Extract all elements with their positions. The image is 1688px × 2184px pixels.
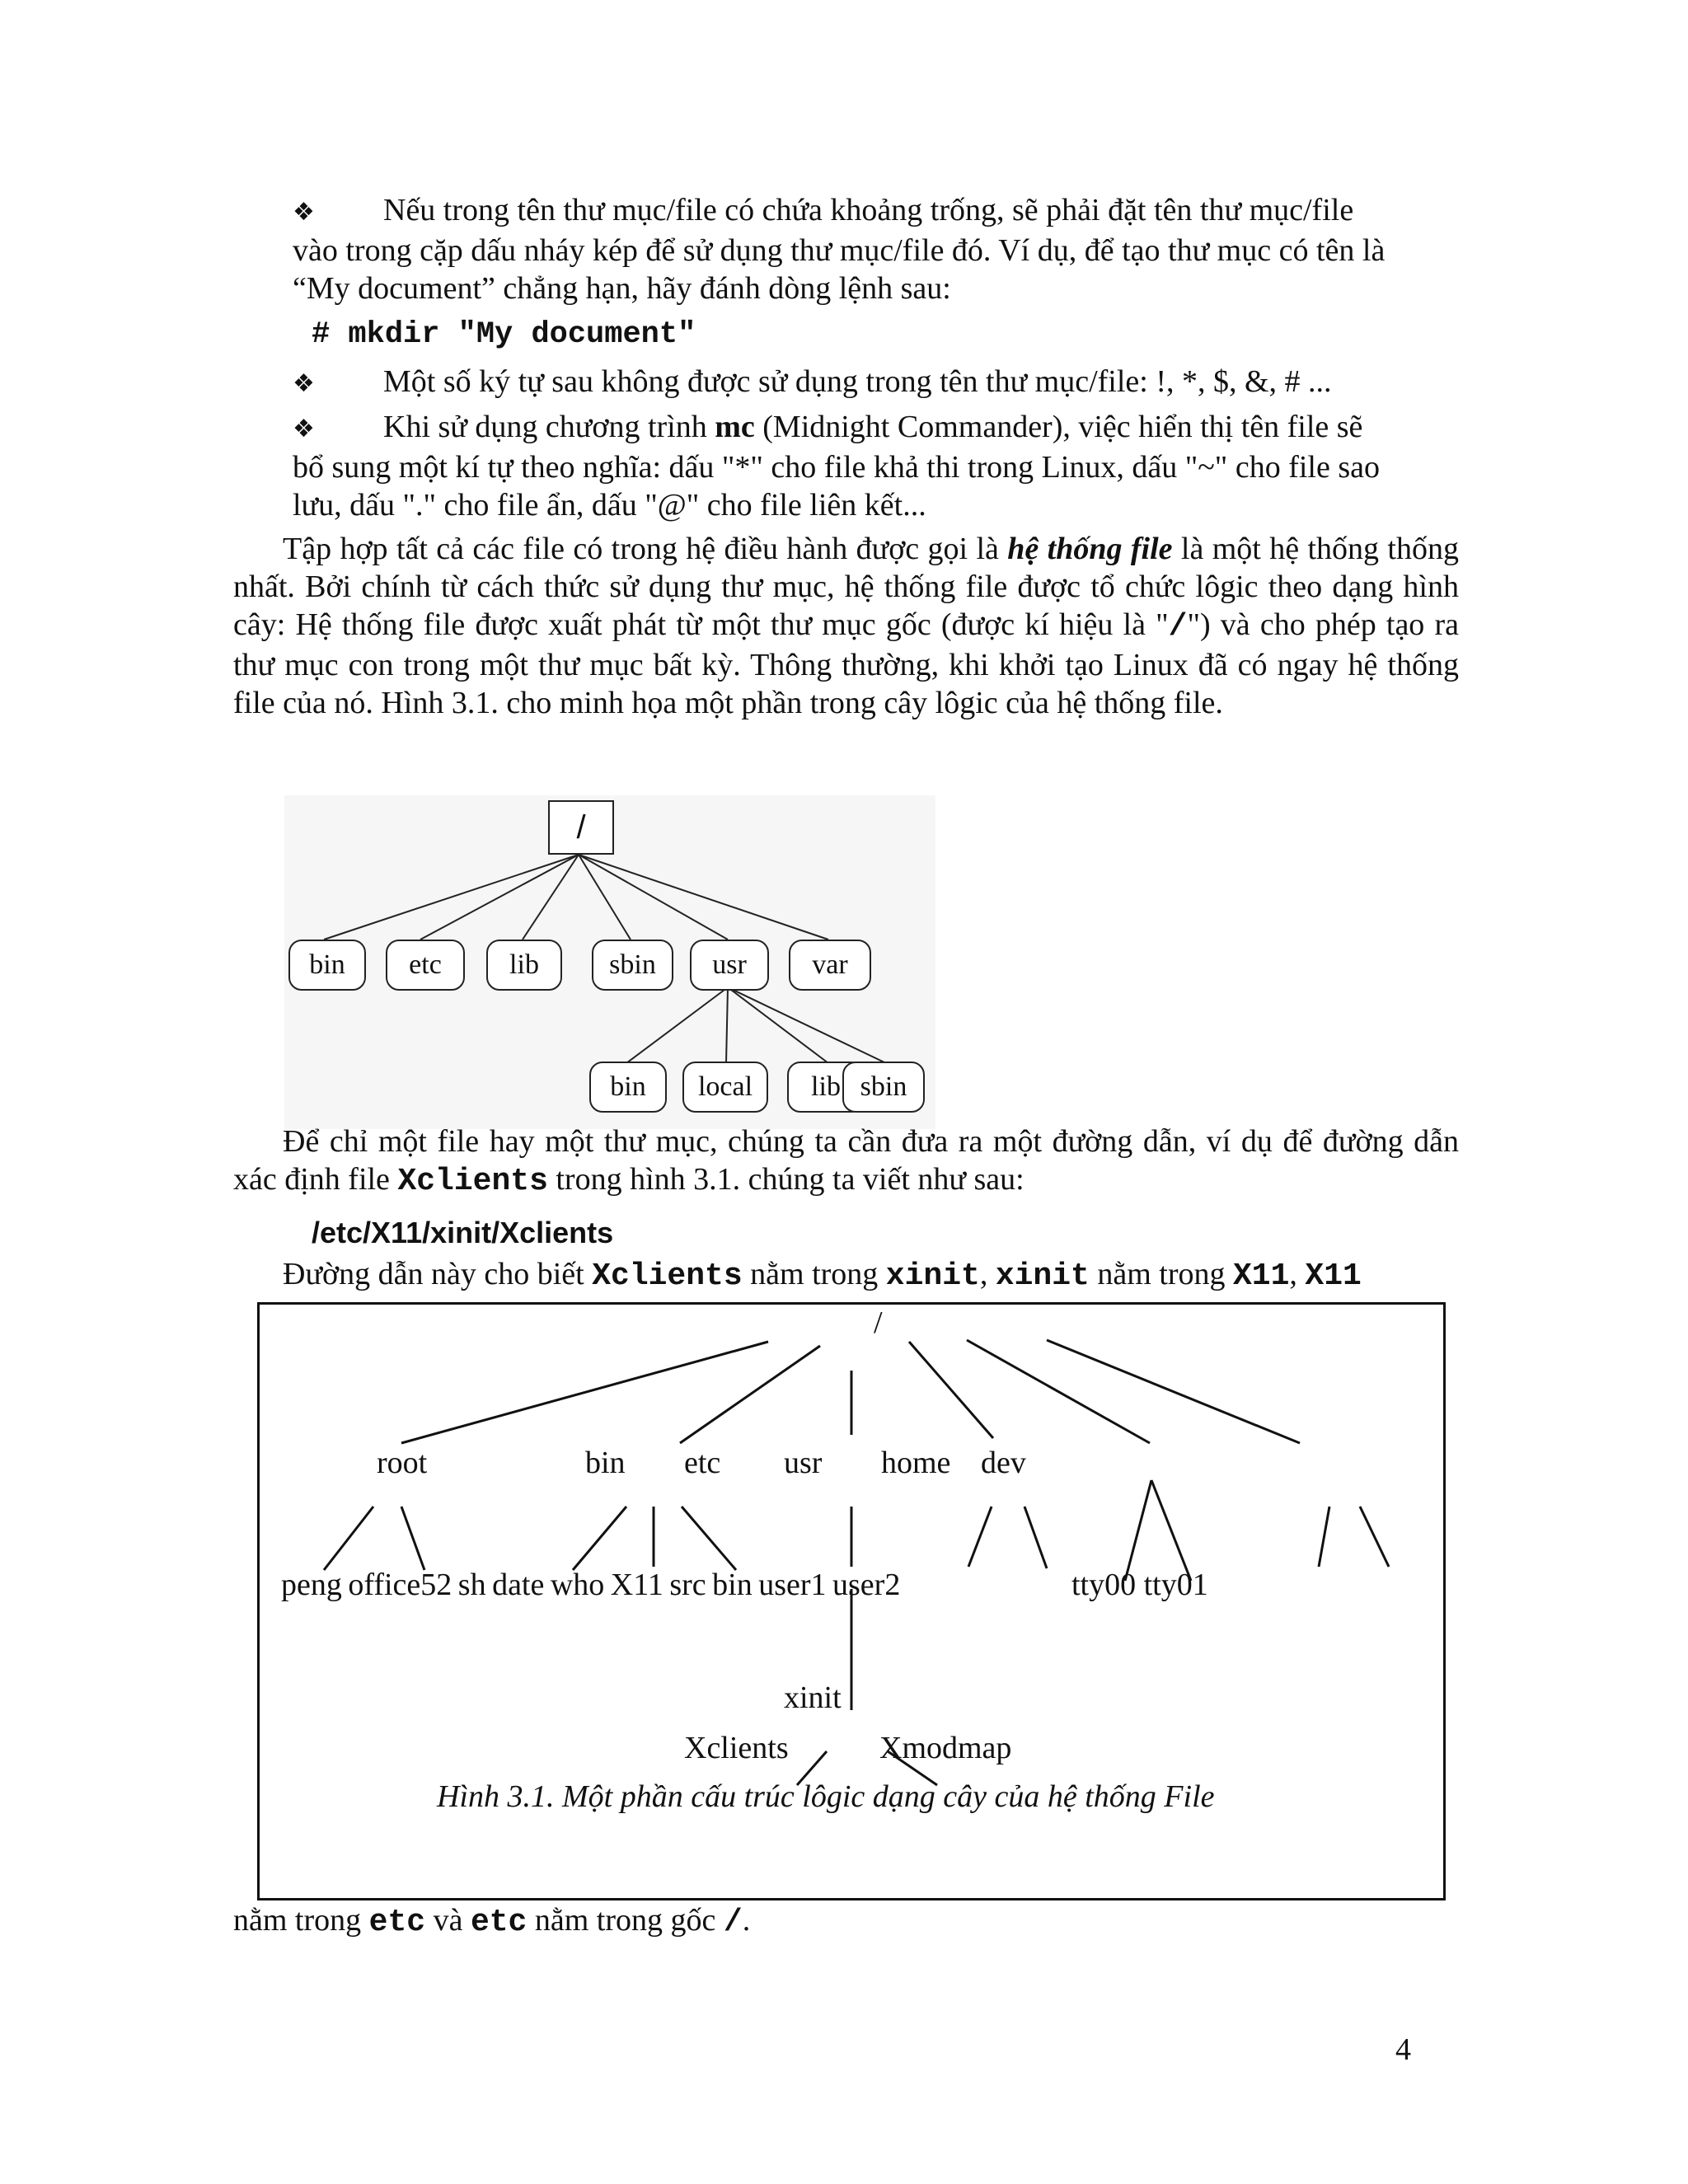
fig2-xmodmap: Xmodmap (879, 1731, 1012, 1765)
fig2-root-label: / (874, 1305, 883, 1340)
fig2-dev-dir: dev (981, 1446, 1026, 1480)
bullet-icon: ❖ (293, 369, 315, 398)
paragraph-path-explain: Đường dẫn này cho biết Xclients nằm trong xinit, xinit nằm trong X11, X11 (283, 1257, 1362, 1294)
fig2-usr-dir: usr (784, 1446, 823, 1480)
tree-node-lib: lib (486, 940, 562, 991)
command-line: # mkdir "My document" (312, 317, 696, 352)
tree-node-usr: usr (690, 940, 769, 991)
page-number: 4 (1395, 2032, 1411, 2067)
bullet-paragraph-3: ❖ Khi sử dụng chương trình mc (Midnight Commander), việc hiển thị tên file sẽ bổ sung một kí tự theo nghĩa: dấu "*" cho file khả thi trong Linux, dấu "~" cho file sao lưu, dấu "." cho file ẩn, dấu "@" cho file liên kết... (293, 410, 1380, 523)
fig2-bin-dir: bin (585, 1446, 626, 1480)
bullet-paragraph-2: ❖ Một số ký tự sau không được sử dụng trong tên thư mục/file: !, *, $, &, # ... (293, 363, 1459, 403)
fig2-etc-dir: etc (684, 1446, 721, 1480)
paragraph-path-intro: Để chỉ một file hay một thư mục, chúng ta cần đưa ra một đường dẫn, ví dụ để đường dẫn xác định file Xclients trong hình 3.1. chúng ta viết như sau: (233, 1124, 1459, 1199)
tree-node-sbin: sbin (592, 940, 673, 991)
fig2-xclients: Xclients (684, 1731, 789, 1765)
example-path: /etc/X11/xinit/Xclients (312, 1216, 614, 1249)
tree-node-usr-local: local (682, 1062, 768, 1113)
fig2-root-dir: root (377, 1446, 428, 1480)
directory-tree-figure (284, 795, 935, 1129)
tree-node-usr-lib: lib (787, 1062, 865, 1113)
tree-node-usr-sbin: sbin (842, 1062, 925, 1113)
fig2-home-dir: home (881, 1446, 951, 1480)
tree-node-etc: etc (386, 940, 465, 991)
bullet-paragraph-1: ❖ Nếu trong tên thư mục/file có chứa khoảng trống, sẽ phải đặt tên thư mục/file vào trong cặp dấu nháy kép để sử dụng thư mục/file đó. Ví dụ, để tạo thư mục có tên là “My document” chẳng hạn, hãy đánh dòng lệnh sau: (293, 193, 1386, 306)
tree-node-var: var (789, 940, 871, 991)
paragraph-last-line: nằm trong etc và etc nằm trong gốc /. (233, 1903, 751, 1940)
figure-caption: Hình 3.1. Một phần cấu trúc lôgic dạng cây của hệ thống File (437, 1779, 1215, 1814)
tree-node-bin: bin (288, 940, 366, 991)
fig2-level2-labels: peng office52 sh date who X11 src bin user1 user2 (281, 1568, 901, 1602)
tree-root-node: / (548, 800, 614, 855)
tree-node-usr-bin: bin (589, 1062, 667, 1113)
fig2-xinit: xinit (784, 1680, 842, 1715)
bullet-icon: ❖ (293, 198, 315, 227)
fig2-dev-children: tty00 tty01 (1071, 1568, 1208, 1602)
paragraph-file-system: Tập hợp tất cả các file có trong hệ điều hành được gọi là hệ thống file là một hệ thống thống nhất. Bởi chính từ cách thức sử dụng thư mục, hệ thống file được tổ chức lôgic theo dạng hình cây: Hệ thống file được xuất phát từ một thư mục gốc (được kí hiệu là "/") và cho phép tạo ra thư mục con trong một thư mục bất kỳ. Thông thường, khi khởi tạo Linux đã có ngay hệ thống file của nó. Hình 3.1. cho minh họa một phần trong cây lôgic của hệ thống file. (233, 532, 1459, 720)
bullet-icon: ❖ (293, 415, 315, 443)
